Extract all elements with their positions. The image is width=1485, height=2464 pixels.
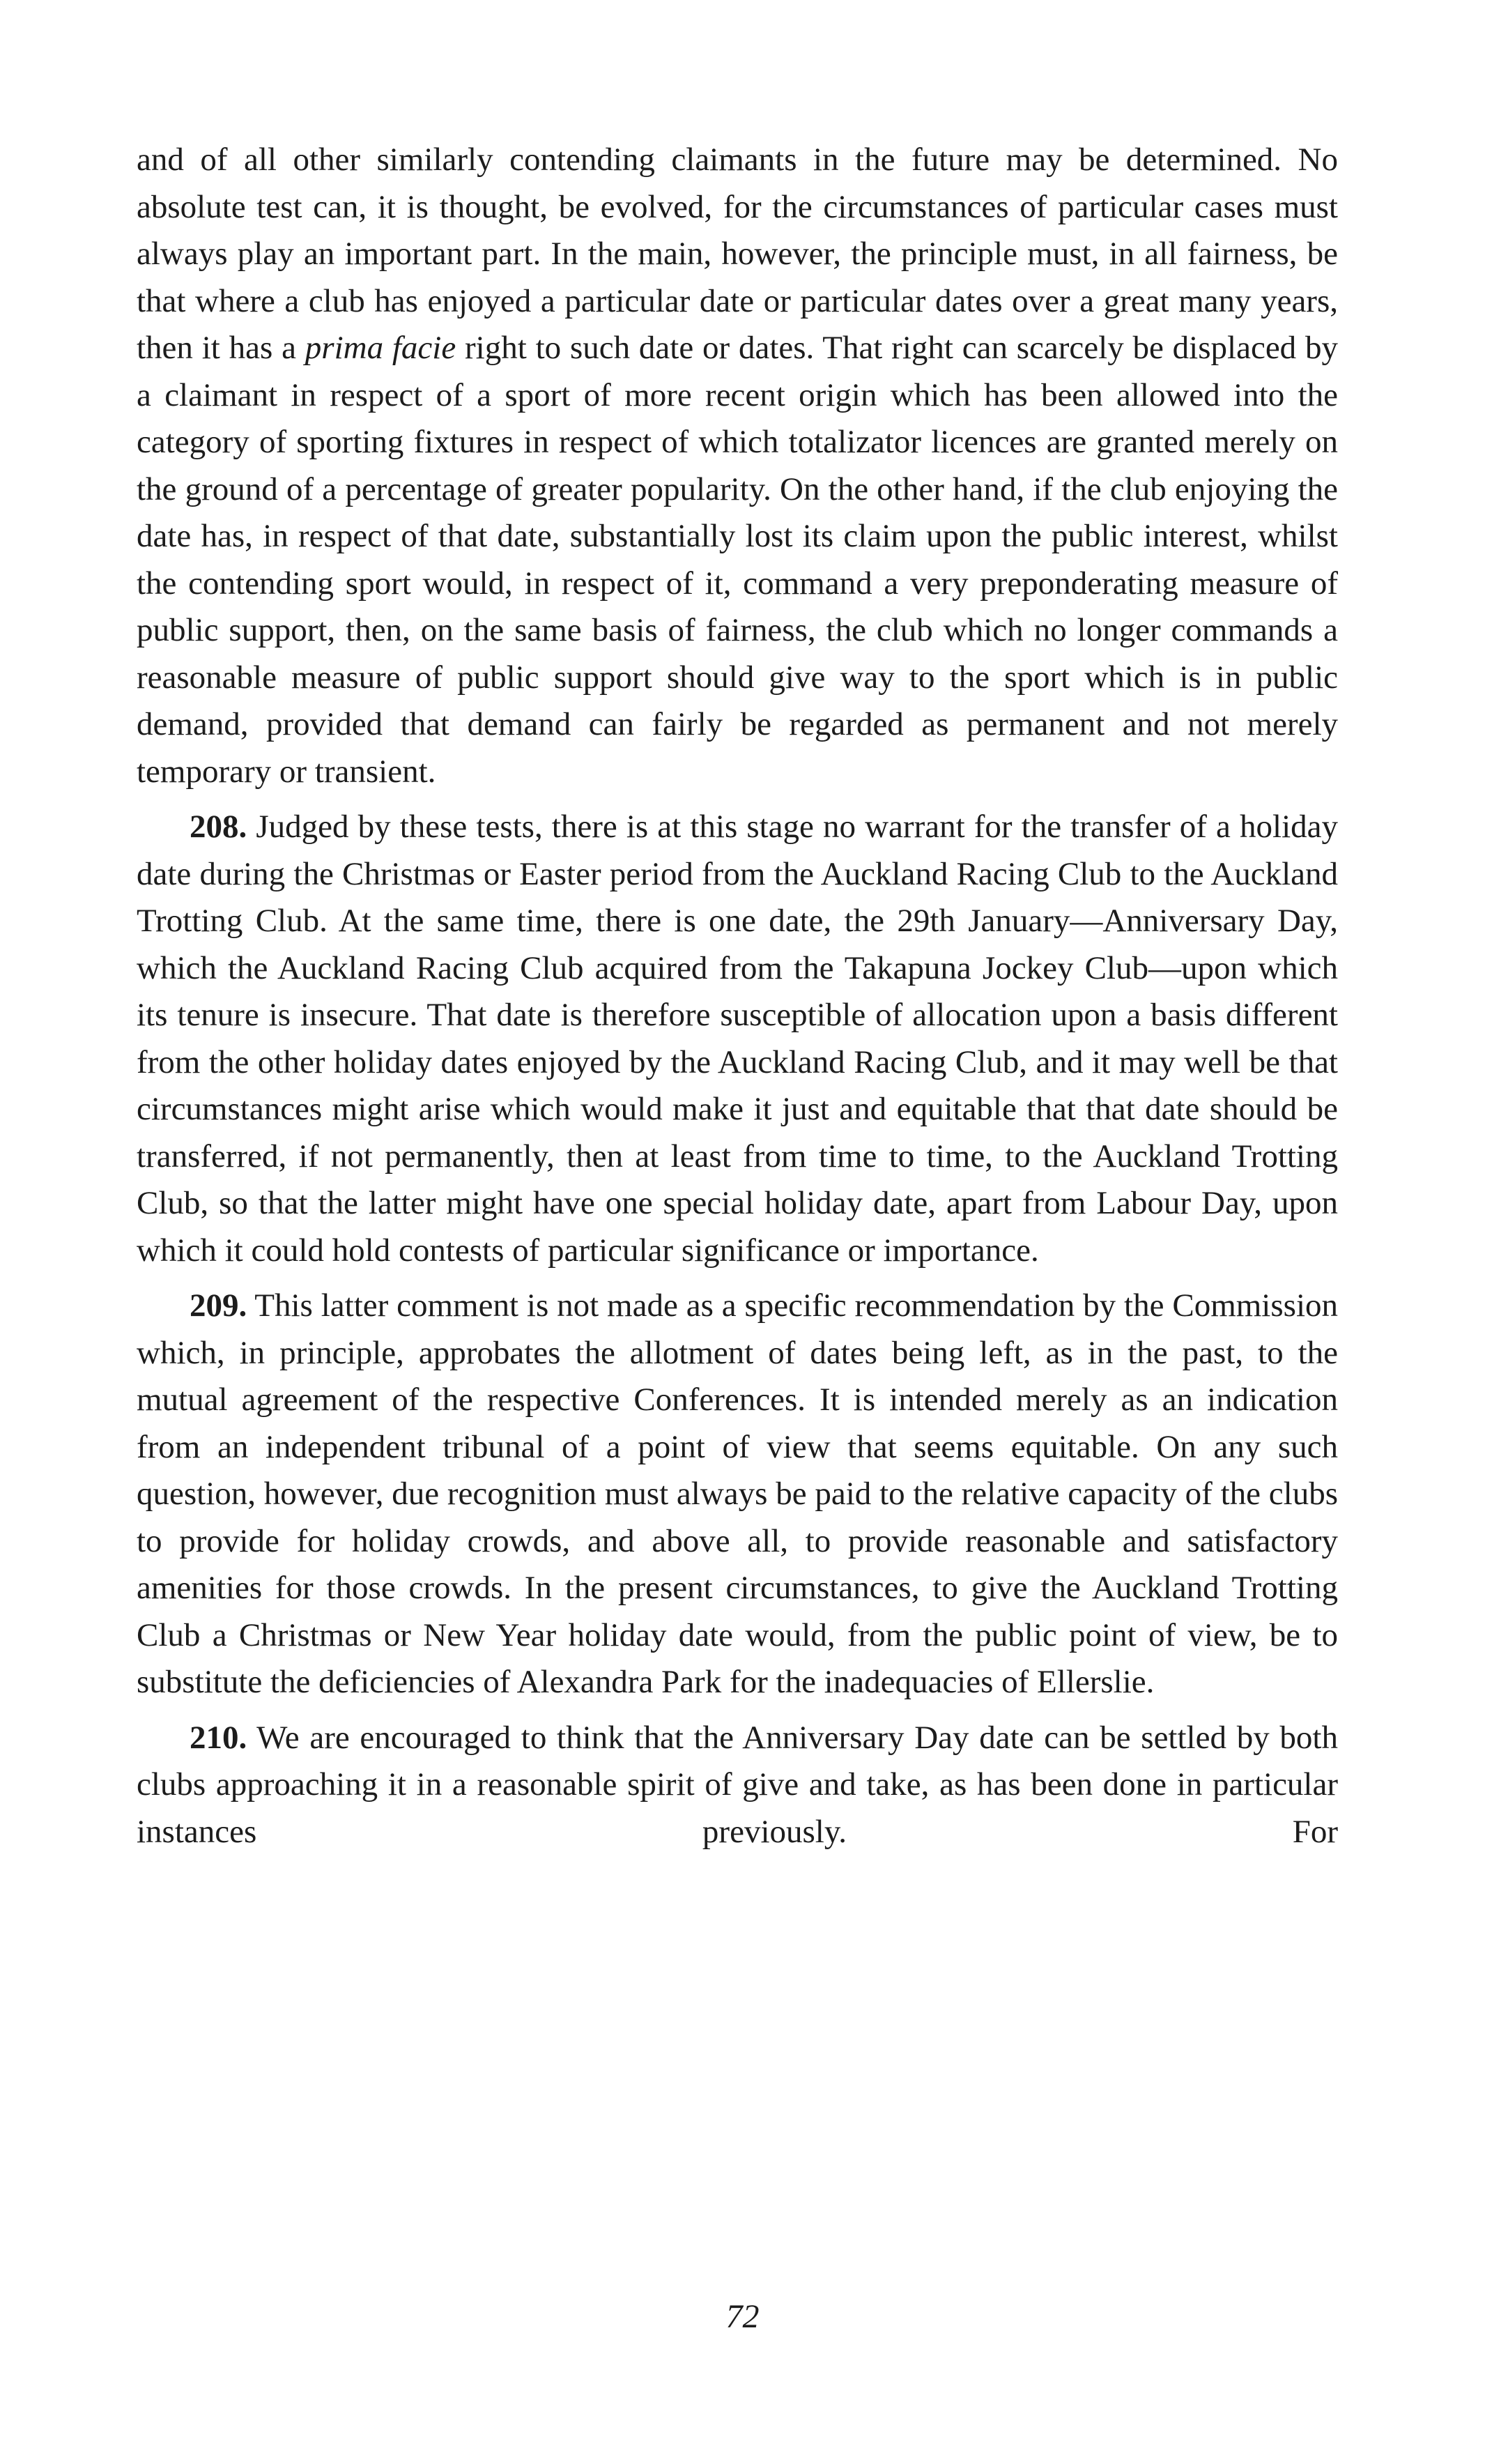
page-body	[137, 137, 1338, 1855]
paragraph-text: This latter comment is not made as a specific recommendation by the Commission which, in principle, approbates the allotment of dates being left, as in the past, to the mutual agreement of the respective Conferences. It is intended merely as an indication from an independent tribunal of a point of view that seems equitable. On any such question, however, due recognition must always be paid to the relative capacity of the clubs to provide for holiday crowds, and above all, to provide reasonable and satisfactory amenities for those crowds. In the present circumstances, to give the Auckland Trotting Club a Christmas or New Year holiday date would, from the public point of view, be to substitute the deficiencies of Alexandra Park for the inadequacies of Ellerslie.	[137, 1287, 1339, 1700]
paragraph-208	[137, 804, 1338, 1274]
paragraph-number: 208.	[190, 809, 247, 845]
paragraph-text: We are encouraged to think that the Anniversary Day date can be settled by both clubs approaching it in a reasonable spirit of give and take, as has been done in particular instances previously. For	[137, 1719, 1338, 1850]
paragraph-text-after: right to such date or dates. That right can scarcely be displaced by a claimant in respect of a sport of more recent origin which has been allowed into the category of sporting fixtures in respect of which totalizator licences are granted merely on the ground of a percentage of greater popularity. On the other hand, if the club enjoying the date has, in respect of that date, substantially lost its claim upon the public interest, whilst the contending sport would, in respect of it, command a very preponderating measure of public support, then, on the same basis of fairness, the club which no longer commands a reasonable measure of public support should give way to the sport which is in public demand, provided that demand can fairly be regarded as permanent and not merely temporary or transient.	[137, 330, 1338, 790]
page-number: 72	[725, 2298, 760, 2335]
paragraph-text-before: and of all other similarly contending claimants in the future may be determined. No absolute test can, it is thought, be evolved, for the circumstances of particular cases must always play an important part. In the main, however, the principle must, in all fairness, be that where a club has enjoyed a particular date or particular dates over a great many years, then it has a	[137, 141, 1338, 366]
paragraph-210	[137, 1715, 1338, 1856]
paragraph-continuation	[137, 137, 1338, 795]
paragraph-number: 210.	[190, 1719, 247, 1756]
paragraph-209	[137, 1283, 1338, 1706]
paragraph-number: 209.	[190, 1287, 247, 1324]
latin-phrase: prima facie	[305, 330, 456, 366]
paragraph-text: Judged by these tests, there is at this stage no warrant for the transfer of a holiday date during the Christmas or Easter period from the Auckland Racing Club to the Auckland Trotting Club. At the same time, there is one date, the 29th January—Anniversary Day, which the Auckland Racing Club acquired from the Takapuna Jockey Club—upon which its tenure is insecure. That date is therefore susceptible of allocation upon a basis different from the other holiday dates enjoyed by the Auckland Racing Club, and it may well be that circumstances might arise which would make it just and equitable that that date should be transferred, if not permanently, then at least from time to time, to the Auckland Trotting Club, so that the latter might have one special holiday date, apart from Labour Day, upon which it could hold contests of particular significance or importance.	[137, 809, 1339, 1269]
